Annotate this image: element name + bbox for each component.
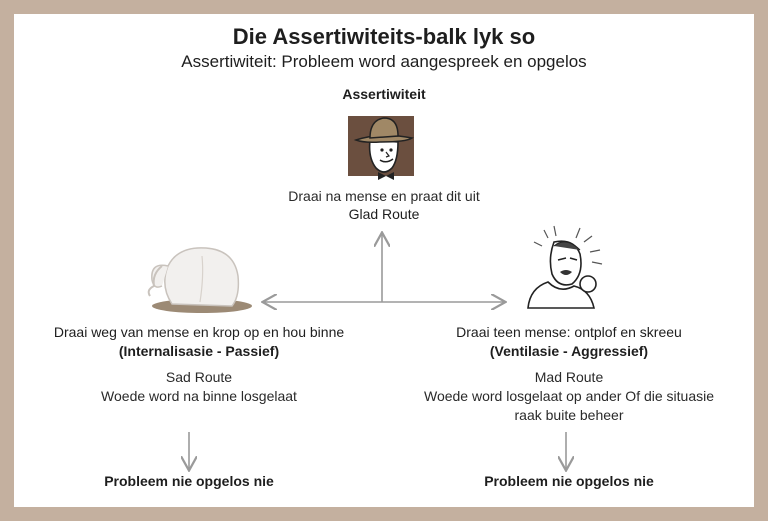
assertiveness-description: Draai na mense en praat dit uit — [288, 188, 480, 204]
right-description-line2: raak buite beheer — [514, 407, 624, 423]
right-line1: Draai teen mense: ontplof en skreeu — [456, 324, 682, 340]
angry-man-icon — [514, 224, 614, 310]
right-description-line1: Woede word losgelaat op ander Of die situasie — [423, 388, 715, 404]
right-line2: (Ventilasie - Aggressief) — [489, 343, 649, 359]
glad-route-label: Glad Route — [348, 206, 420, 222]
diagram-card — [14, 14, 754, 507]
left-description: Woede word na binne losgelaat — [101, 388, 297, 404]
elephant-hiding-icon — [142, 226, 252, 316]
right-outcome: Probleem nie opgelos nie — [484, 473, 654, 489]
left-line1: Draai weg van mense en krop op en hou binne — [53, 324, 345, 340]
assertiveness-heading: Assertiwiteit — [342, 86, 426, 102]
sad-route-label: Sad Route — [165, 369, 233, 385]
page-title: Die Assertiwiteits-balk lyk so — [232, 24, 536, 49]
page-subtitle: Assertiwiteit: Probleem word aangespreek en opgelos — [181, 52, 587, 71]
arrow-layer — [14, 14, 754, 507]
left-outcome: Probleem nie opgelos nie — [104, 473, 274, 489]
mad-route-label: Mad Route — [534, 369, 604, 385]
left-line2: (Internalisasie - Passief) — [118, 343, 280, 359]
